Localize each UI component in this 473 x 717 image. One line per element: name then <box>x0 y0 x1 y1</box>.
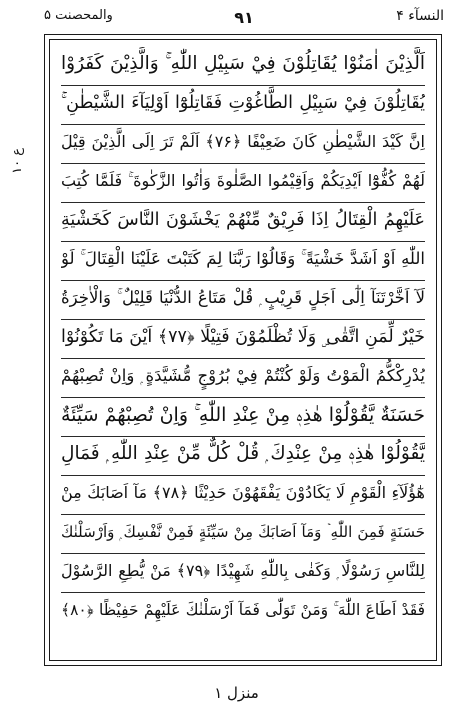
page-header <box>44 6 444 34</box>
verse-line: اَلَّذِيْنَ اٰمَنُوْا يُقَاتِلُوْنَ فِيْ سَبِيْلِ اللّٰهِ ۚ وَالَّذِيْنَ كَفَرُوْا <box>61 47 425 86</box>
verse-line: فَقَدْ اَطَاعَ اللّٰهَ ۚ وَمَنْ تَوَلّٰى فَمَآ اَرْسَلْنٰكَ عَلَيْهِمْ حَفِيْظًا ﴿۸۰﴾ <box>61 601 425 619</box>
verse-line: يَّقُوْلُوْا هٰذِهٖ مِنْ عِنْدِكَ ۭ قُلْ كُلٌّ مِّنْ عِنْدِ اللّٰهِ ۭ فَمَالِ <box>61 437 425 476</box>
verse-lines <box>61 47 425 657</box>
verse-line: حَسَنَةٍ فَمِنَ اللّٰهِ ۡ وَمَآ اَصَابَكَ مِنْ سَيِّئَةٍ فَمِنْ نَّفْسِكَ ۭ وَاَرْسَلْنٰكَ <box>61 515 425 554</box>
ruku-marker: ع ۱۰ <box>10 148 25 174</box>
verse-line: اللّٰهِ اَوْ اَشَدَّ خَشْيَةً ۚ وَقَالُوْا رَبَّنَا لِمَ كَتَبْتَ عَلَيْنَا الْقِتَالَ ۚ لَوْ <box>61 242 425 281</box>
verse-line: اِنَّ كَيْدَ الشَّيْطٰنِ كَانَ ضَعِيْفًا ﴿۷۶﴾ اَلَمْ تَرَ اِلَى الَّذِيْنَ قِيْلَ <box>61 125 425 164</box>
verse-line: لَهُمْ كُفُّوْٓا اَيْدِيَكُمْ وَاَقِيْمُوا الصَّلٰوةَ وَاٰتُوا الزَّكٰوةَ ۚ فَلَمَّا كُتِبَ <box>61 164 425 203</box>
verse-line: لَآ اَخَّرْتَنَآ اِلٰٓى اَجَلٍ قَرِيْبٍ ۭ قُلْ مَتَاعُ الدُّنْيَا قَلِيْلٌ ۚ وَالْاٰخِرَةُ <box>61 281 425 320</box>
verse-line: عَلَيْهِمُ الْقِتَالُ اِذَا فَرِيْقٌ مِّنْهُمْ يَخْشَوْنَ النَّاسَ كَخَشْيَةِ <box>61 203 425 242</box>
verse-line: حَسَنَةٌ يَّقُوْلُوْا هٰذِهٖ مِنْ عِنْدِ اللّٰهِ ۚ وَاِنْ تُصِبْهُمْ سَيِّئَةٌ <box>61 398 425 437</box>
manzil-footer: منزل ۱ <box>214 684 259 702</box>
page-number: ۹۱ <box>234 8 254 27</box>
para-name: والمحصنت ۵ <box>44 8 113 23</box>
verse-line: يُدْرِكْكُّمُ الْمَوْتُ وَلَوْ كُنْتُمْ فِيْ بُرُوْجٍ مُّشَيَّدَةٍ ۭ وَاِنْ تُصِبْهُمْ <box>61 359 425 398</box>
verse-line: هٰٓؤُلَآءِ الْقَوْمِ لَا يَكَادُوْنَ يَفْقَهُوْنَ حَدِيْثًا ﴿۷۸﴾ مَآ اَصَابَكَ مِنْ <box>61 476 425 515</box>
verse-line: لِلنَّاسِ رَسُوْلًا ۭ وَكَفٰى بِاللّٰهِ شَهِيْدًا ﴿۷۹﴾ مَنْ يُّطِعِ الرَّسُوْلَ <box>61 554 425 593</box>
surah-name: النسآء ۴ <box>396 8 444 24</box>
verse-line: يُقَاتِلُوْنَ فِيْ سَبِيْلِ الطَّاغُوْتِ فَقَاتِلُوْٓا اَوْلِيَآءَ الشَّيْطٰنِ ۚ <box>61 86 425 125</box>
text-frame <box>44 34 442 666</box>
verse-line: خَيْرٌ لِّمَنِ اتَّقٰى ۣ وَلَا تُظْلَمُوْنَ فَتِيْلًا ﴿۷۷﴾ اَيْنَ مَا تَكُوْنُوْا <box>61 320 425 359</box>
